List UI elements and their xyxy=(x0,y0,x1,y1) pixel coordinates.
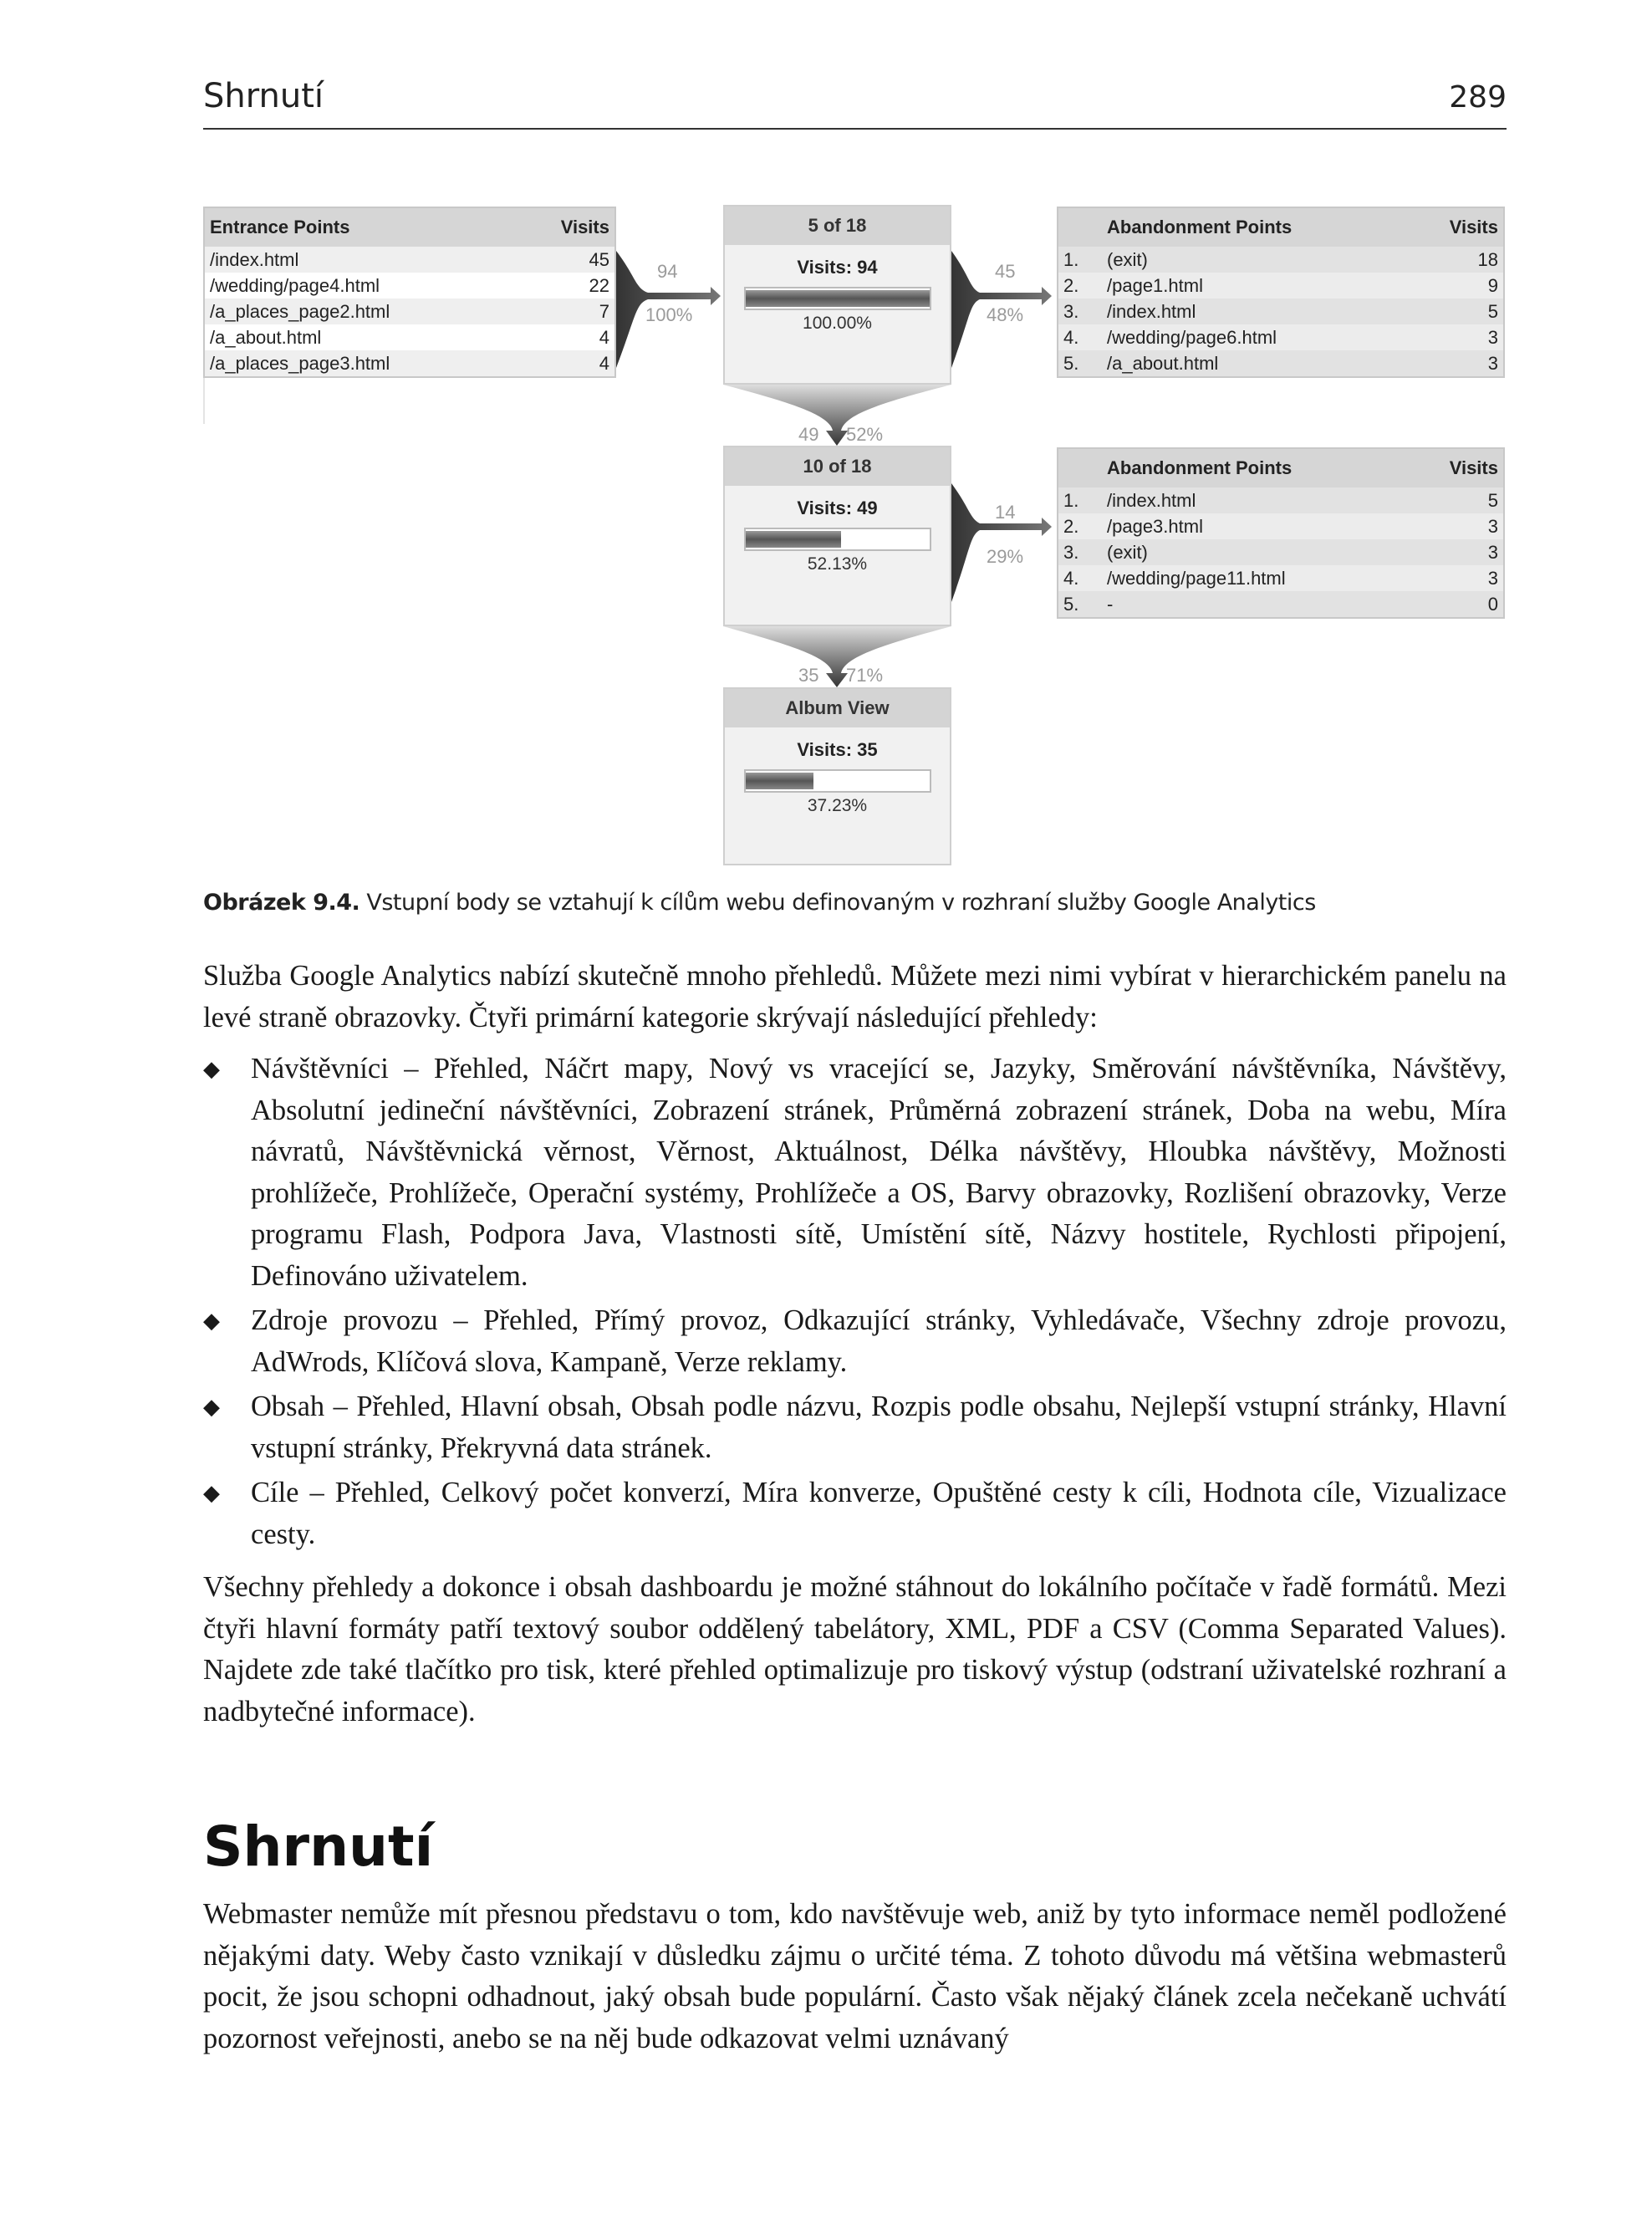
step-visits: Visits: 49 xyxy=(797,498,878,518)
table-row xyxy=(1058,539,1504,565)
entrance-visits: 4 xyxy=(518,324,615,350)
entrance-visits: 45 xyxy=(518,247,615,273)
abandonment-visits: 3 xyxy=(1410,513,1504,539)
step-title: 5 of 18 xyxy=(725,207,950,245)
row-number: 2. xyxy=(1058,273,1102,299)
entrance-visits: 22 xyxy=(518,273,615,299)
step-title: Album View xyxy=(725,689,950,727)
abandonment-page: - xyxy=(1102,591,1410,618)
exit-count-2: 14 xyxy=(995,502,1016,523)
figure-caption xyxy=(203,890,1316,916)
next-count-2: 35 xyxy=(798,665,819,686)
entrance-flow-percent: 100% xyxy=(645,304,693,325)
paragraph-export: Všechny přehledy a dokonce i obsah dashboardu je možné stáhnout do lokálního počítače v řadě formátů. Mezi čtyři hlavní formáty patří textový soubor oddělený tabelátory, XML, PDF a CSV (Comma Separated Values). Najdete zde také tlačítko pro tisk, které přehled optimalizuje pro tiskový výstup (odstraní uživatelské rozhraní a nadbytečné informace). xyxy=(203,1571,1507,1727)
list-item-text: Obsah – Přehled, Hlavní obsah, Obsah podle názvu, Rozpis podle obsahu, Nejlepší vstupní stránky, Hlavní vstupní stránky, Překryvná data stránek. xyxy=(251,1391,1507,1464)
visits-header: Visits xyxy=(1410,448,1504,487)
abandonment-visits: 0 xyxy=(1410,591,1504,618)
progress-fill xyxy=(746,773,814,789)
abandonment-page: (exit) xyxy=(1102,539,1410,565)
list-item xyxy=(203,1472,1507,1555)
funnel-step-2 xyxy=(723,446,951,626)
step-percent: 100.00% xyxy=(803,314,872,333)
entrance-visits: 7 xyxy=(518,299,615,324)
list-item-text: Návštěvníci – Přehled, Náčrt mapy, Nový vs vracející se, Jazyky, Směrování návštěvníka, Návštěvy, Absolutní jedineční návštěvníci, Zobrazení stránek, Průměrná zobrazení stránek, Doba na webu, Míra návratů, Návštěvnická věrnost, Věrnost, Aktuálnost, Délka návštěvy, Hloubka návštěvy, Možnosti prohlížeče, Prohlížeče, Operační systémy, Prohlížeče a OS, Barvy obrazovky, Rozlišení obrazovky, Verze programu Flash, Podpora Java, Vlastnosti sítě, Umístění sítě, Názvy hostitele, Rychlosti připojení, Definováno uživatelem. xyxy=(251,1053,1507,1292)
row-number: 4. xyxy=(1058,324,1102,350)
running-header: Shrnutí xyxy=(203,77,324,115)
row-number: 3. xyxy=(1058,539,1102,565)
step-funnel-2 xyxy=(723,626,951,687)
abandonment-visits: 3 xyxy=(1410,539,1504,565)
report-category-list xyxy=(203,1049,1507,1555)
entrance-page: /index.html xyxy=(204,247,518,273)
table-row xyxy=(1058,273,1504,299)
next-count-1: 49 xyxy=(798,424,819,445)
step-percent: 37.23% xyxy=(807,796,868,815)
entrance-page: /a_about.html xyxy=(204,324,518,350)
abandonment-page: /index.html xyxy=(1102,487,1410,513)
entrance-flow-count: 94 xyxy=(657,261,678,282)
progress-fill xyxy=(746,290,930,307)
table-row xyxy=(1058,247,1504,273)
abandonment-visits: 3 xyxy=(1410,350,1504,377)
abandonment-visits: 5 xyxy=(1410,487,1504,513)
entrance-visits: 4 xyxy=(518,350,615,377)
row-number: 5. xyxy=(1058,350,1102,377)
visits-header: Visits xyxy=(1410,207,1504,247)
entrance-page: /a_places_page3.html xyxy=(204,350,518,377)
table-row xyxy=(1058,565,1504,591)
abandonment-visits: 3 xyxy=(1410,565,1504,591)
diamond-bullet-icon: ◆ xyxy=(203,1309,220,1333)
progress-fill xyxy=(746,531,842,548)
row-number: 1. xyxy=(1058,247,1102,273)
page-number: 289 xyxy=(1449,80,1507,115)
table-row xyxy=(1058,513,1504,539)
table-row xyxy=(1058,591,1504,618)
next-percent-2: 71% xyxy=(846,665,884,686)
diamond-bullet-icon: ◆ xyxy=(203,1395,220,1419)
step-visits: Visits: 94 xyxy=(797,257,878,278)
abandonment-page: /wedding/page6.html xyxy=(1102,324,1410,350)
step-visits: Visits: 35 xyxy=(797,739,878,760)
table-row xyxy=(1058,324,1504,350)
diamond-bullet-icon: ◆ xyxy=(203,1057,220,1081)
abandonment-page: (exit) xyxy=(1102,247,1410,273)
abandonment-page: /index.html xyxy=(1102,299,1410,324)
abandonment-page: /page1.html xyxy=(1102,273,1410,299)
entrance-header: Entrance Points xyxy=(204,207,518,247)
table-row xyxy=(1058,487,1504,513)
diamond-bullet-icon: ◆ xyxy=(203,1481,220,1505)
paragraph-intro: Služba Google Analytics nabízí skutečně mnoho přehledů. Můžete mezi nimi vybírat v hierarchickém panelu na levé straně obrazovky. Čtyři primární kategorie skrývají následující přehledy: xyxy=(203,960,1507,1033)
entrance-page: /a_places_page2.html xyxy=(204,299,518,324)
caption-text: Vstupní body se vztahují k cílům webu definovaným v rozhraní služby Google Analytics xyxy=(359,890,1316,916)
abandonment-visits: 9 xyxy=(1410,273,1504,299)
step-funnel-1 xyxy=(723,385,951,446)
body-text xyxy=(203,956,1507,1733)
exit-count-1: 45 xyxy=(995,261,1016,282)
abandonment-visits: 5 xyxy=(1410,299,1504,324)
funnel-step-1 xyxy=(723,205,951,385)
step-progress-bar xyxy=(744,528,931,551)
exit-percent-1: 48% xyxy=(987,304,1024,325)
table-row xyxy=(1058,350,1504,377)
row-number: 1. xyxy=(1058,487,1102,513)
abandonment-page: /page3.html xyxy=(1102,513,1410,539)
list-item-text: Cíle – Přehled, Celkový počet konverzí, Míra konverze, Opuštěné cesty k cíli, Hodnota cíle, Vizualizace cesty. xyxy=(251,1477,1507,1550)
next-percent-1: 52% xyxy=(846,424,884,445)
summary-text xyxy=(203,1894,1507,2059)
list-item-text: Zdroje provozu – Přehled, Přímý provoz, Odkazující stránky, Vyhledávače, Všechny zdroje provozu, AdWrods, Klíčová slova, Kampaně, Verze reklamy. xyxy=(251,1304,1507,1378)
list-item xyxy=(203,1386,1507,1469)
row-number: 4. xyxy=(1058,565,1102,591)
step-progress-bar xyxy=(744,287,931,310)
abandonment-header: Abandonment Points xyxy=(1102,207,1410,247)
step-title: 10 of 18 xyxy=(725,447,950,486)
abandonment-header: Abandonment Points xyxy=(1102,448,1410,487)
abandonment-visits: 18 xyxy=(1410,247,1504,273)
list-item xyxy=(203,1300,1507,1383)
step-progress-bar xyxy=(744,769,931,793)
row-number: 3. xyxy=(1058,299,1102,324)
funnel-step-goal xyxy=(723,687,951,865)
visits-header: Visits xyxy=(518,207,615,247)
abandonment-page: /wedding/page11.html xyxy=(1102,565,1410,591)
abandonment-table-2 xyxy=(1057,447,1505,619)
abandonment-page: /a_about.html xyxy=(1102,350,1410,377)
table-row xyxy=(1058,299,1504,324)
row-number: 2. xyxy=(1058,513,1102,539)
caption-label: Obrázek 9.4. xyxy=(203,890,360,916)
exit-percent-2: 29% xyxy=(987,546,1024,567)
paragraph-summary: Webmaster nemůže mít přesnou představu o tom, kdo navštěvuje web, aniž by tyto informace neměl podložené nějakými daty. Weby často vznikají v důsledku zájmu o určité téma. Z tohoto důvodu má většina webmasterů pocit, že jsou schopni odhadnout, jaký obsah bude populární. Často však nějaký článek zcela nečekaně uchvátí pozornost veřejnosti, anebo se na něj bude odkazovat velmi uznávaný xyxy=(203,1898,1507,2054)
row-number: 5. xyxy=(1058,591,1102,618)
entrance-page: /wedding/page4.html xyxy=(204,273,518,299)
section-heading: Shrnutí xyxy=(203,1814,434,1879)
abandonment-table-1 xyxy=(1057,207,1505,378)
step-percent: 52.13% xyxy=(807,554,868,574)
abandonment-visits: 3 xyxy=(1410,324,1504,350)
list-item xyxy=(203,1049,1507,1297)
